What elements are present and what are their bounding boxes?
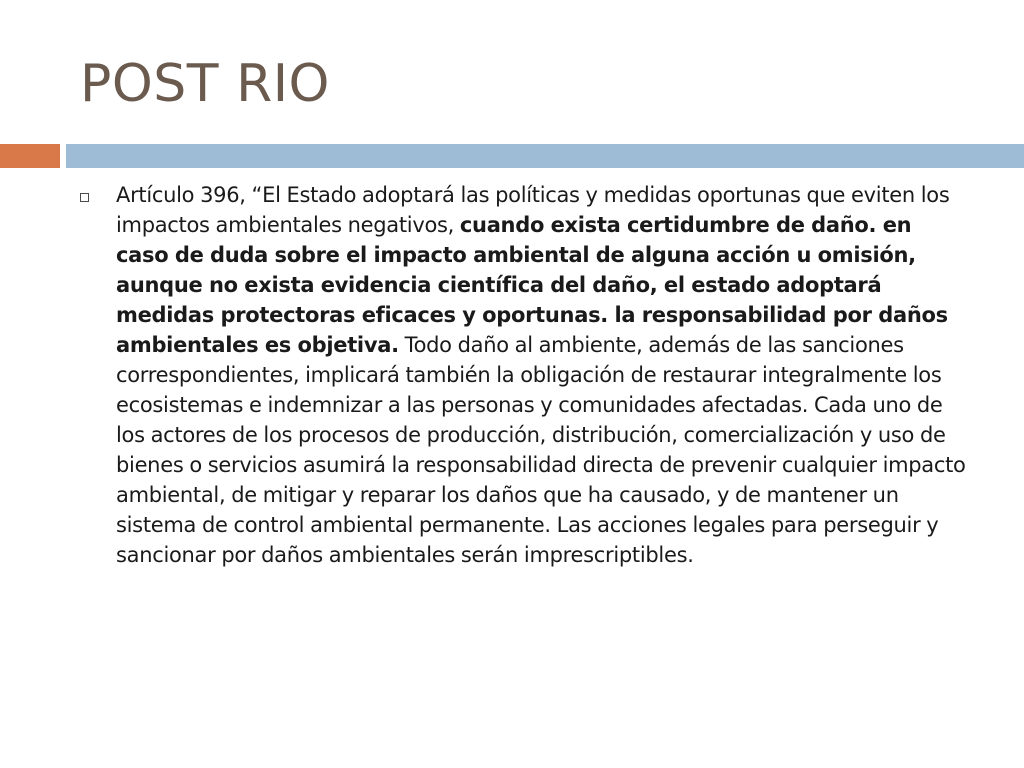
square-bullet-icon bbox=[80, 193, 89, 202]
bullet-text-segment-3: Todo daño al ambiente, además de las sanciones correspondientes, implicará también la obligación de restaurar integralmente los ecosistemas e indemnizar a las personas y comunidades afectadas. Cada uno de los actores de los procesos de producción, distribución, comercialización y uso de bienes o servicios asumirá la responsabilidad directa de prevenir cualquier impacto ambiental, de mitigar y reparar los daños que ha causado, y de mantener un sistema de control ambiental permanente. Las acciones legales para perseguir y sancionar por daños ambientales serán imprescriptibles. bbox=[116, 333, 966, 567]
bullet-text-segment-2-bold: cuando exista certidumbre de daño. en caso de duda sobre el impacto ambiental de alguna acción u omisión, aunque no exista evidencia científica del daño, el estado adoptará medidas protectoras eficaces y oportunas. la responsabilidad por daños ambientales es objetiva. bbox=[116, 213, 948, 357]
slide-title: POST RIO bbox=[80, 54, 330, 114]
accent-bar-orange bbox=[0, 144, 60, 168]
bullet-text-segment-1: Artículo 396, “El Estado adoptará las políticas y medidas oportunas que eviten los impactos ambientales negativos, bbox=[116, 183, 950, 237]
accent-bar-blue bbox=[66, 144, 1024, 168]
bullet-text bbox=[116, 180, 968, 570]
